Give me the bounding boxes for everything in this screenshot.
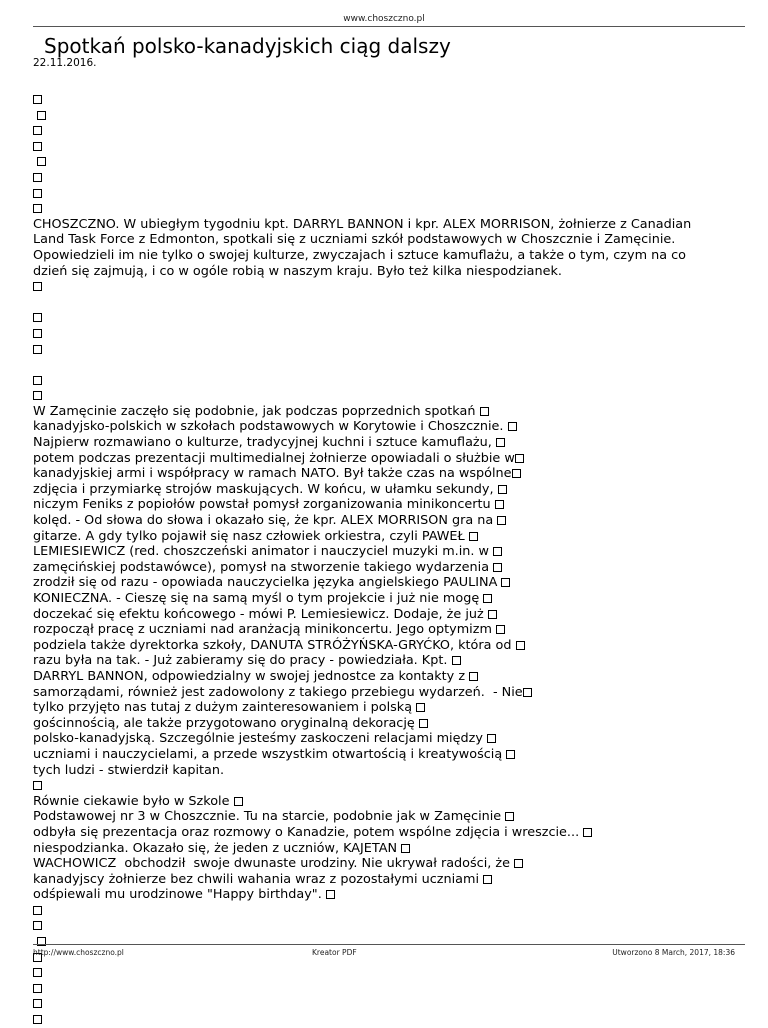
placeholder-line [33,373,745,389]
missing-glyph-icon [419,719,428,728]
body-line: zrodził się od razu - opowiada nauczycielka języka angielskiego PAULINA [33,575,745,591]
body-line: niczym Feniks z popiołów powstał pomysł zorganizowania minikoncertu [33,497,745,513]
body-line: LEMIESIEWICZ (red. choszczeński animator i nauczyciel muzyki m.in. w [33,544,745,560]
placeholder-line [33,186,745,202]
missing-glyph-icon [469,672,478,681]
missing-glyph-icon [416,703,425,712]
missing-glyph-icon [33,345,42,354]
missing-glyph-icon [33,282,42,291]
placeholder-line [33,279,745,295]
intro-line: CHOSZCZNO. W ubiegłym tygodniu kpt. DARRYL BANNON i kpr. ALEX MORRISON, żołnierze z Canadian [33,216,692,232]
missing-glyph-icon [514,859,523,868]
placeholder-line [33,918,745,934]
placeholder-line [33,342,745,358]
intro-line: Opowiedzieli im nie tylko o swojej kulturze, zwyczajach i sztuce kamuflażu, a także o tym, czym na co [33,247,686,263]
missing-glyph-icon [33,968,42,977]
placeholder-line [33,903,745,919]
missing-glyph-icon [497,516,506,525]
body-line: gitarze. A gdy tylko pojawił się nasz człowiek orkiestra, czyli PAWEŁ [33,529,745,545]
intro-line: dzień się zajmują, i co w ogóle robią w naszym kraju. Było też kilka niespodzianek. [33,263,562,279]
body-line: zdjęcia i przymiarkę strojów maskujących. W końcu, w ułamku sekundy, [33,482,745,498]
missing-glyph-icon [469,532,478,541]
missing-glyph-icon [483,875,492,884]
article-title: Spotkań polsko-kanadyjskich ciąg dalszy [44,34,451,58]
header-divider [33,26,745,27]
body-line: Najpierw rozmawiano o kulturze, tradycyjnej kuchni i sztuce kamuflażu, [33,435,745,451]
missing-glyph-icon [37,157,46,166]
placeholder-line [33,123,745,139]
placeholder-line [33,139,745,155]
body-line: rozpoczął pracę z uczniami nad aranżacją minikoncertu. Jego optymizm [33,622,745,638]
body-line: doczekać się efektu końcowego - mówi P. Lemiesiewicz. Dodaje, że już [33,607,745,623]
placeholder-line [33,92,745,108]
missing-glyph-icon [515,454,524,463]
article-date: 22.11.2016. [33,57,97,69]
header-site-url: www.choszczno.pl [343,14,425,24]
intro-line: Land Task Force z Edmonton, spotkali się z uczniami szkół podstawowych w Choszcznie i Zamęcinie. [33,232,676,248]
missing-glyph-icon [33,921,42,930]
missing-glyph-icon [496,625,505,634]
body-line: KONIECZNA. - Cieszę się na samą myśl o tym projekcie i już nie mogę [33,591,745,607]
missing-glyph-icon [483,594,492,603]
body-line: uczniami i nauczycielami, a przede wszystkim otwartością i kreatywością [33,747,745,763]
missing-glyph-icon [33,391,42,400]
missing-glyph-icon [234,797,243,806]
missing-glyph-icon [506,750,515,759]
missing-glyph-icon [326,890,335,899]
placeholder-line [33,1012,745,1028]
missing-glyph-icon [480,407,489,416]
missing-glyph-icon [493,563,502,572]
missing-glyph-icon [516,641,525,650]
body-line: kolęd. - Od słowa do słowa i okazało się, że kpr. ALEX MORRISON gra na [33,513,745,529]
missing-glyph-icon [495,500,504,509]
placeholder-line [33,154,745,170]
missing-glyph-icon [33,95,42,104]
missing-glyph-icon [501,578,510,587]
placeholder-line [33,388,745,404]
missing-glyph-icon [493,547,502,556]
body-line: Podstawowej nr 3 w Choszcznie. Tu na starcie, podobnie jak w Zamęcinie [33,809,745,825]
missing-glyph-icon [498,485,507,494]
body-line: WACHOWICZ obchodził swoje dwunaste urodziny. Nie ukrywał radości, że [33,856,745,872]
body-line: podziela także dyrektorka szkoły, DANUTA STRÓŻYŃSKA-GRYĆKO, która od [33,638,745,654]
missing-glyph-icon [452,656,461,665]
footer-url: http://www.choszczno.pl [33,948,124,957]
body-line: Równie ciekawie było w Szkole [33,794,745,810]
body-line: kanadyjsko-polskich w szkołach podstawowych w Korytowie i Choszcznie. [33,419,745,435]
placeholder-line [33,981,745,997]
footer-generator: Kreator PDF [312,948,357,957]
missing-glyph-icon [505,812,514,821]
missing-glyph-icon [33,329,42,338]
placeholder-line [33,778,745,794]
missing-glyph-icon [33,313,42,322]
missing-glyph-icon [33,1015,42,1024]
missing-glyph-icon [37,111,46,120]
footer-divider [33,944,745,945]
missing-glyph-icon [583,828,592,837]
missing-glyph-icon [487,734,496,743]
body-line: odśpiewali mu urodzinowe "Happy birthday". [33,887,745,903]
body-line: tych ludzi - stwierdził kapitan. [33,762,225,778]
missing-glyph-icon [33,781,42,790]
body-line: razu była na tak. - Już zabieramy się do pracy - powiedziała. Kpt. [33,653,745,669]
missing-glyph-icon [33,906,42,915]
body-line: polsko-kanadyjską. Szczególnie jesteśmy zaskoczeni relacjami między [33,731,745,747]
body-line: zamęcińskiej podstawówce), pomysł na stworzenie takiego wydarzenia [33,560,745,576]
placeholder-line [33,310,745,326]
missing-glyph-icon [523,688,532,697]
missing-glyph-icon [33,999,42,1008]
placeholder-line [33,201,745,217]
body-line: kanadyjscy żołnierze bez chwili wahania wraz z pozostałymi uczniami [33,872,745,888]
body-line: W Zamęcinie zaczęło się podobnie, jak podczas poprzednich spotkań [33,404,745,420]
missing-glyph-icon [512,469,521,478]
body-line: potem podczas prezentacji multimedialnej żołnierze opowiadali o służbie w [33,451,745,467]
missing-glyph-icon [33,984,42,993]
missing-glyph-icon [508,422,517,431]
body-line: DARRYL BANNON, odpowiedzialny w swojej jednostce za kontakty z [33,669,745,685]
missing-glyph-icon [33,173,42,182]
missing-glyph-icon [33,189,42,198]
placeholder-line [33,965,745,981]
missing-glyph-icon [401,844,410,853]
placeholder-line [33,108,745,124]
body-line: tylko przyjęto nas tutaj z dużym zainteresowaniem i polską [33,700,745,716]
body-line: samorządami, również jest zadowolony z takiego przebiegu wydarzeń. - Nie [33,685,745,701]
article-content [33,92,745,1028]
placeholder-line [33,326,745,342]
placeholder-line [33,170,745,186]
body-line: odbyła się prezentacja oraz rozmowy o Kanadzie, potem wspólne zdjęcia i wreszcie... [33,825,745,841]
missing-glyph-icon [33,204,42,213]
body-line: gościnnością, ale także przygotowano oryginalną dekorację [33,716,745,732]
body-line: kanadyjskiej armi i współpracy w ramach NATO. Był także czas na wspólne [33,466,745,482]
missing-glyph-icon [33,376,42,385]
missing-glyph-icon [33,142,42,151]
footer-created-date: Utworzono 8 March, 2017, 18:36 [612,948,735,957]
missing-glyph-icon [488,610,497,619]
body-line: niespodzianka. Okazało się, że jeden z uczniów, KAJETAN [33,841,745,857]
missing-glyph-icon [496,438,505,447]
missing-glyph-icon [33,126,42,135]
placeholder-line [33,996,745,1012]
